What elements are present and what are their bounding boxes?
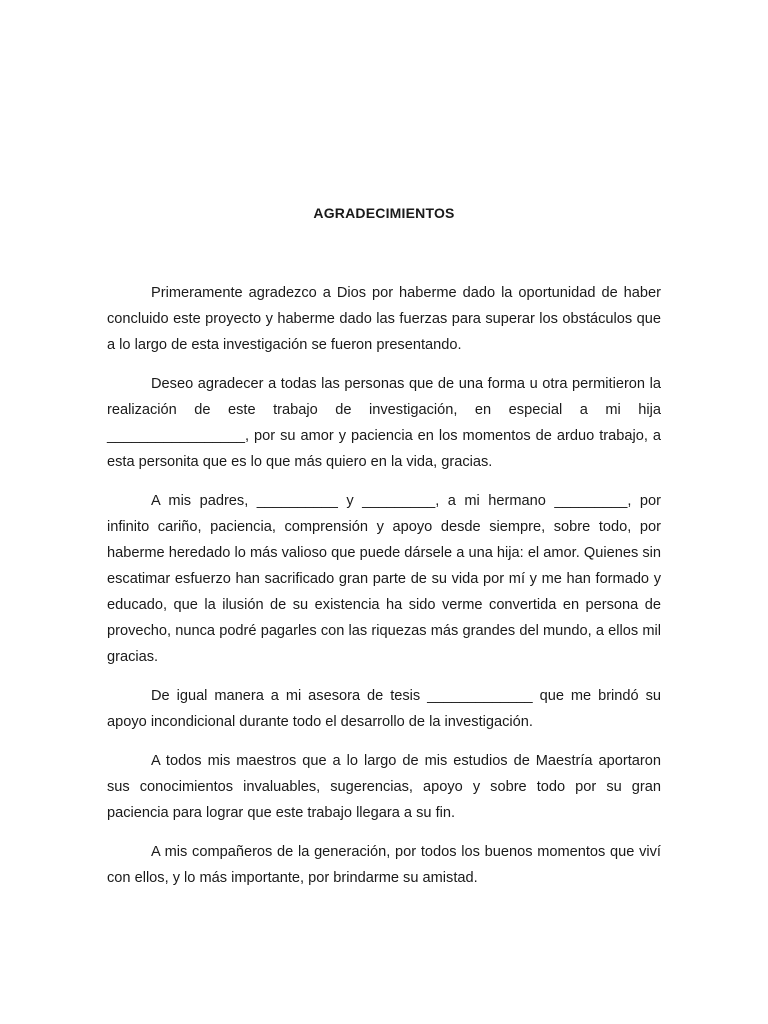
page-title: AGRADECIMIENTOS	[313, 205, 455, 221]
paragraph-teachers: A todos mis maestros que a lo largo de mis estudios de Maestría aportaron sus conocimientos invaluables, sugerencias, apoyo y sobre todo por su gran paciencia para lograr que este trabajo llegara a su fin.	[107, 753, 661, 821]
paragraph-parents: A mis padres, __________ y _________, a mi hermano _________, por infinito cariño, paciencia, comprensión y apoyo desde siempre, sobre todo, por haberme heredado lo más valioso que puede dársele a una hija: el amor. Quienes sin escatimar esfuerzo han sacrificado gran parte de su vida por mí y me han formado y educado, que la ilusión de su existencia ha sido verme convertida en persona de provecho, nunca podré pagarles con las riquezas más grandes del mundo, a ellos mil gracias.	[107, 493, 661, 665]
paragraph-daughter: Deseo agradecer a todas las personas que de una forma u otra permitieron la realización de este trabajo de investigación, en especial a mi hija _________________, por su amor y paciencia en los momentos de arduo trabajo, a esta personita que es lo que más quiero en la vida, gracias.	[107, 376, 661, 470]
document-body	[107, 280, 661, 904]
paragraph-god: Primeramente agradezco a Dios por haberme dado la oportunidad de haber concluido este proyecto y haberme dado las fuerzas para superar los obstáculos que a lo largo de esta investigación se fueron presentando.	[107, 285, 661, 353]
paragraph-advisor: De igual manera a mi asesora de tesis _____________ que me brindó su apoyo incondicional durante todo el desarrollo de la investigación.	[107, 688, 661, 730]
paragraph-classmates: A mis compañeros de la generación, por todos los buenos momentos que viví con ellos, y lo más importante, por brindarme su amistad.	[107, 844, 661, 886]
